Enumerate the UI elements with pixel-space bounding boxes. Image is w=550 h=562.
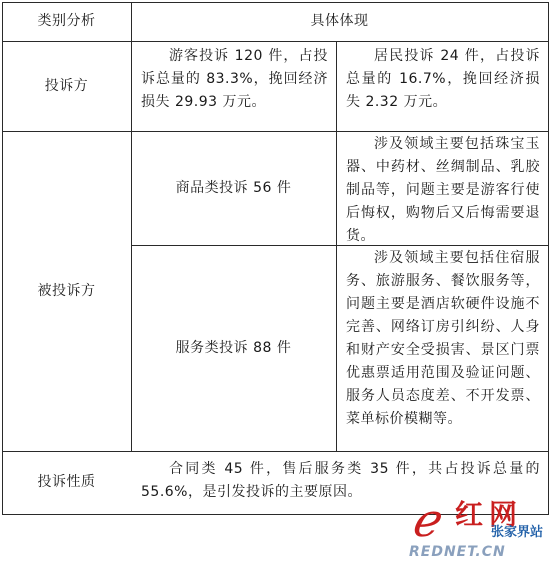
complainant-label: 投诉方: [44, 77, 89, 94]
service-complaints-detail: 涉及领域主要包括住宿服务、旅游服务、餐饮服务等，问题主要是酒店软硬件设施不完善、网络订房引纠纷、人身和财产安全受损害、景区门票优惠票适用范围及验证问题、服务人员态度差、不开发票、菜单标价模糊等。: [346, 250, 540, 427]
goods-complaints-title: 商品类投诉 56 件: [175, 179, 292, 196]
respondent-label: 被投诉方: [37, 282, 96, 299]
rednet-watermark: [405, 494, 550, 562]
nature-detail: 合同类 45 件，售后服务类 35 件，共占投诉总量的 55.6%，是引发投诉的主要原因。: [141, 461, 540, 500]
header-category: 类别分析: [37, 13, 96, 29]
watermark-brand: 红网: [455, 498, 524, 531]
goods-complaints-detail: 涉及领域主要包括珠宝玉器、中药材、丝绸制品、乳胶制品等，问题主要是游客行使后悔权，购物后又后悔需要退货。: [346, 136, 540, 244]
table-border-right: [548, 2, 549, 515]
service-complaints-title: 服务类投诉 88 件: [175, 339, 292, 356]
nature-label: 投诉性质: [37, 474, 96, 490]
header-detail: 具体体现: [310, 13, 369, 29]
tourist-complaints-text: 游客投诉 120 件，占投诉总量的 83.3%，挽回经济损失 29.93 万元。: [141, 48, 328, 110]
watermark-station: 张家界站: [491, 525, 544, 540]
rednet-logo-icon: ℯ: [411, 493, 439, 547]
resident-complaints-text: 居民投诉 24 件，占投诉总量的 16.7%，挽回经济损失 2.32 万元。: [346, 48, 540, 110]
watermark-url: REDNET.CN: [409, 544, 506, 560]
